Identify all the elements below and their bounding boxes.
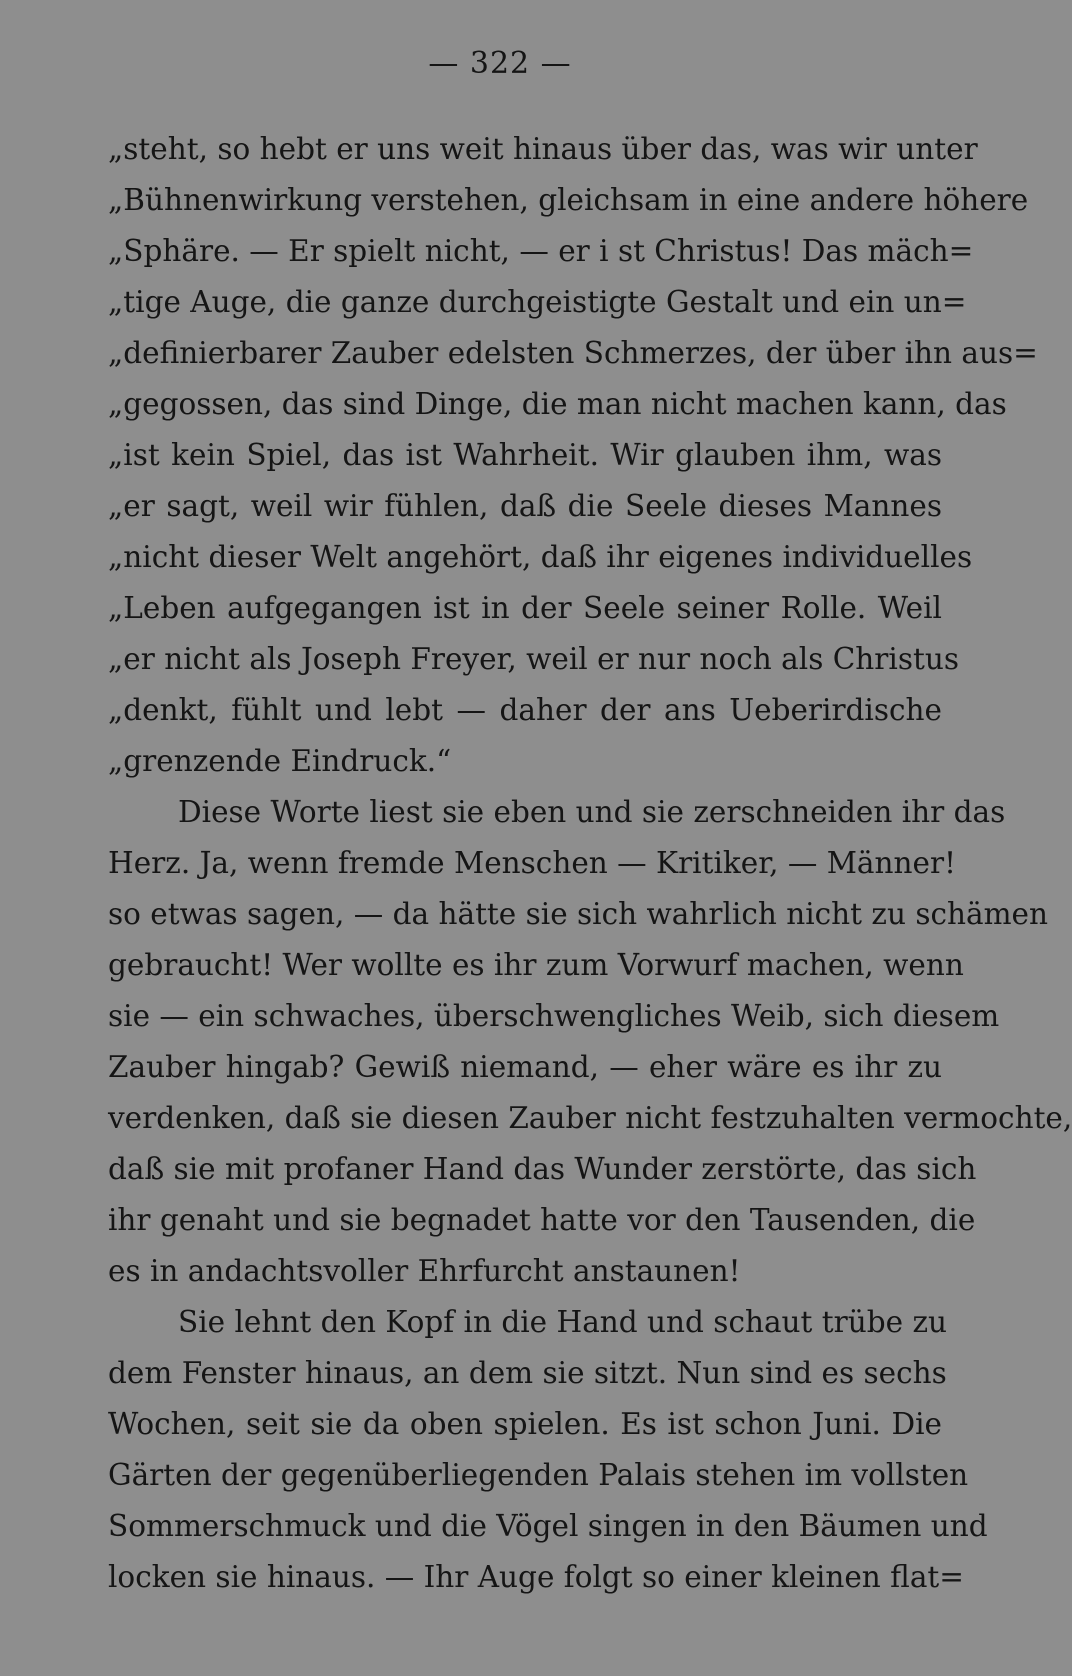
text-line: so etwas sagen, — da hätte sie sich wahrlich nicht zu schämen bbox=[108, 897, 1048, 931]
text-line: „nicht dieser Welt angehört, daß ihr eigenes individuelles bbox=[108, 540, 973, 574]
text-line: Herz. Ja, wenn fremde Menschen — Kritiker, — Männer! bbox=[108, 846, 956, 880]
text-line: „er nicht als Joseph Freyer, weil er nur noch als Christus bbox=[108, 642, 959, 676]
text-line: Gärten der gegenüberliegenden Palais stehen im vollsten bbox=[108, 1458, 969, 1492]
text-line: „grenzende Eindruck.“ bbox=[108, 744, 452, 778]
text-line: dem Fenster hinaus, an dem sie sitzt. Nun sind es sechs bbox=[108, 1356, 947, 1390]
paragraph-start-line: Sie lehnt den Kopf in die Hand und schaut trübe zu bbox=[178, 1305, 948, 1339]
text-line: „definierbarer Zauber edelsten Schmerzes, der über ihn aus= bbox=[108, 336, 1038, 370]
text-line: „Bühnenwirkung verstehen, gleichsam in eine andere höhere bbox=[108, 183, 1029, 217]
text-line: „tige Auge, die ganze durchgeistigte Gestalt und ein un= bbox=[108, 285, 967, 319]
text-line: „denkt, fühlt und lebt — daher der ans Ueberirdische bbox=[108, 693, 942, 727]
text-line: locken sie hinaus. — Ihr Auge folgt so einer kleinen flat= bbox=[108, 1560, 964, 1594]
text-line: daß sie mit profaner Hand das Wunder zerstörte, das sich bbox=[108, 1152, 977, 1186]
text-line: „gegossen, das sind Dinge, die man nicht machen kann, das bbox=[108, 387, 1007, 421]
text-line: „Sphäre. — Er spielt nicht, — er i st Christus! Das mäch= bbox=[108, 234, 974, 268]
text-line: „ist kein Spiel, das ist Wahrheit. Wir glauben ihm, was bbox=[108, 438, 942, 472]
text-line: „er sagt, weil wir fühlen, daß die Seele dieses Mannes bbox=[108, 489, 942, 523]
text-line: Sommerschmuck und die Vögel singen in den Bäumen und bbox=[108, 1509, 988, 1543]
text-line: ihr genaht und sie begnadet hatte vor den Tausenden, die bbox=[108, 1203, 976, 1237]
text-line: „Leben aufgegangen ist in der Seele seiner Rolle. Weil bbox=[108, 591, 942, 625]
body-text bbox=[108, 124, 1072, 1603]
text-line: verdenken, daß sie diesen Zauber nicht festzuhalten vermochte, bbox=[108, 1101, 1072, 1135]
text-line: sie — ein schwaches, überschwengliches Weib, sich diesem bbox=[108, 999, 1000, 1033]
text-line: es in andachtsvoller Ehrfurcht anstaunen! bbox=[108, 1254, 741, 1288]
text-line: Zauber hingab? Gewiß niemand, — eher wäre es ihr zu bbox=[108, 1050, 942, 1084]
text-line: Wochen, seit sie da oben spielen. Es ist schon Juni. Die bbox=[108, 1407, 942, 1441]
page-number: — 322 — bbox=[428, 46, 572, 81]
text-line: gebraucht! Wer wollte es ihr zum Vorwurf machen, wenn bbox=[108, 948, 964, 982]
text-line: „steht, so hebt er uns weit hinaus über das, was wir unter bbox=[108, 132, 978, 166]
paragraph-start-line: Diese Worte liest sie eben und sie zerschneiden ihr das bbox=[178, 795, 1006, 829]
